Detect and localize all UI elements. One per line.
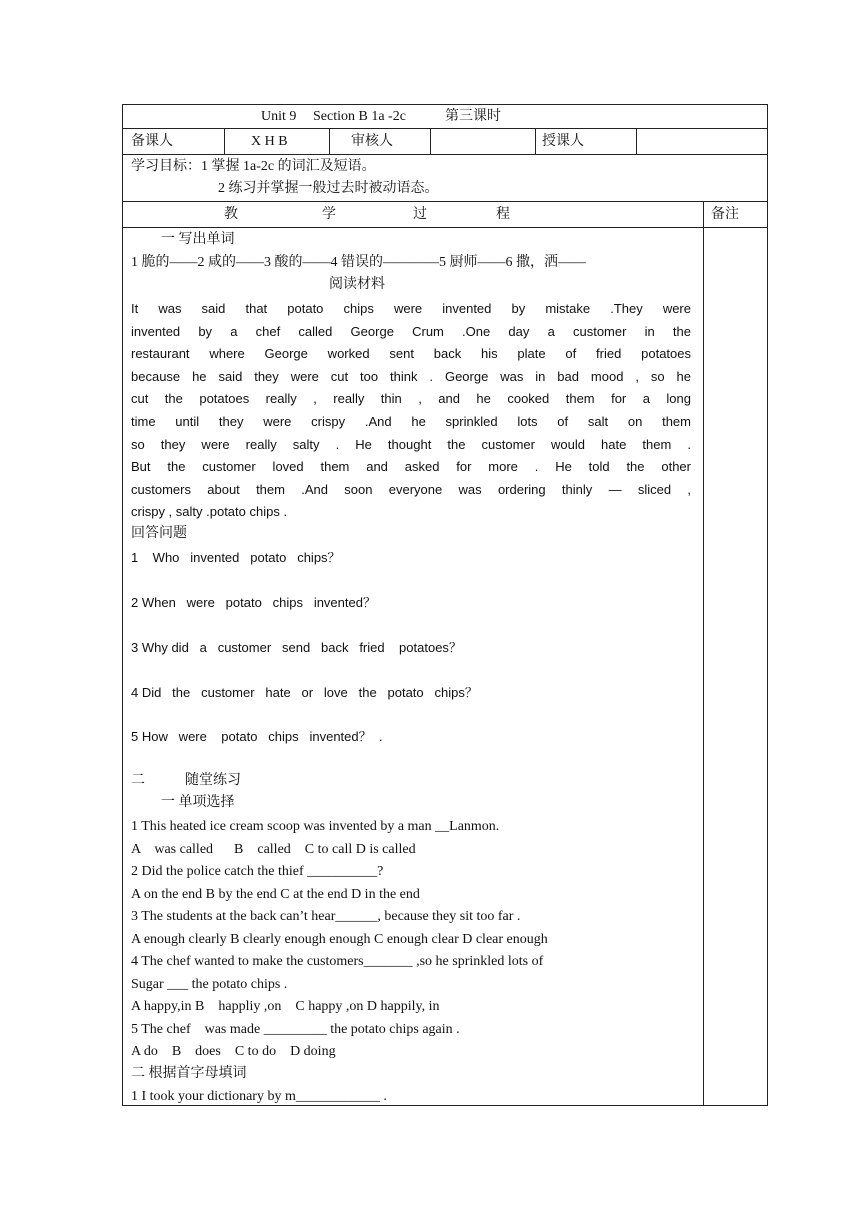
- question-item: 5 How were potato chips invented？ .: [131, 729, 383, 744]
- section-heading-practice: 随堂练习: [185, 773, 241, 788]
- subsection-multiple-choice: 一 单项选择: [161, 795, 235, 810]
- question-item: 2 When were potato chips invented？: [131, 595, 376, 610]
- subsection-fill-in: 二 根据首字母填词: [131, 1066, 247, 1081]
- passage-line: But the customer loved them and asked for more . He told the other: [131, 459, 691, 475]
- col-divider: [329, 128, 330, 154]
- process-header-char: 教: [224, 207, 238, 222]
- mc-line: Sugar ___ the potato chips .: [131, 976, 288, 992]
- preparer-value: X H B: [251, 134, 288, 149]
- question-item: 4 Did the customer hate or love the potato chips？: [131, 685, 478, 700]
- title-unit: Unit 9: [261, 109, 297, 124]
- col-divider: [535, 128, 536, 154]
- row-divider: [123, 227, 767, 228]
- notes-header: 备注: [711, 207, 739, 222]
- learning-goal-2: 2 练习并掌握一般过去时被动语态。: [218, 181, 439, 196]
- passage-line: It was said that potato chips were invented by mistake .They were: [131, 301, 691, 316]
- mc-line: A happy,in B happliy ,on C happy ,on D happily, in: [131, 999, 440, 1014]
- title-lesson: 第三课时: [445, 109, 501, 124]
- section-number: 二: [131, 773, 145, 788]
- mc-line: A was called B called C to call D is called: [131, 841, 416, 857]
- vocab-prompt-line: 1 脆的——2 咸的——3 酸的——4 错误的————5 厨师——6 撒，洒——: [131, 255, 586, 270]
- mc-line: 4 The chef wanted to make the customers_______ ,so he sprinkled lots of: [131, 954, 544, 969]
- reviewer-label: 审核人: [351, 134, 393, 149]
- passage-line: cut the potatoes really , really thin , and he cooked them for a long: [131, 391, 691, 407]
- title-section: Section B 1a -2c: [313, 109, 406, 124]
- col-divider: [224, 128, 225, 154]
- reading-title: 阅读材料: [329, 277, 385, 292]
- mc-line: 2 Did the police catch the thief __________?: [131, 864, 384, 879]
- process-header-char: 学: [322, 207, 336, 222]
- section-heading-write-words: 一 写出单词: [161, 232, 235, 247]
- col-divider: [430, 128, 431, 154]
- learning-goal-1: 学习目标：1 掌握 1a-2c 的词汇及短语。: [131, 159, 376, 174]
- passage-line: time until they were crispy .And he sprinkled lots of salt on them: [131, 414, 691, 429]
- teacher-label: 授课人: [542, 134, 584, 149]
- lesson-plan-table: [122, 104, 768, 1106]
- questions-label: 回答问题: [131, 526, 187, 541]
- process-header-char: 过: [413, 207, 427, 222]
- mc-line: A on the end B by the end C at the end D in the end: [131, 886, 420, 902]
- passage-line: invented by a chef called George Crum .One day a customer in the: [131, 323, 691, 339]
- mc-line: 1 This heated ice cream scoop was invented by a man __Lanmon.: [131, 819, 500, 834]
- col-divider: [636, 128, 637, 154]
- mc-line: 3 The students at the back can’t hear______, because they sit too far .: [131, 909, 521, 924]
- row-divider: [123, 154, 767, 155]
- mc-line: 5 The chef was made _________ the potato chips again .: [131, 1021, 460, 1037]
- mc-line: A do B does C to do D doing: [131, 1044, 336, 1059]
- process-header-char: 程: [496, 207, 510, 222]
- row-divider: [123, 201, 767, 202]
- fill-line: 1 I took your dictionary by m____________ .: [131, 1089, 387, 1104]
- notes-column-divider: [703, 201, 704, 1106]
- question-item: 1 Who invented potato chips？: [131, 550, 341, 565]
- preparer-label: 备课人: [131, 134, 173, 149]
- passage-line: customers about them .And soon everyone was ordering thinly — sliced ,: [131, 481, 691, 497]
- passage-line: crispy , salty .potato chips .: [131, 504, 288, 520]
- mc-line: A enough clearly B clearly enough enough C enough clear D clear enough: [131, 931, 548, 947]
- passage-line: restaurant where George worked sent back his plate of fried potatoes: [131, 346, 691, 362]
- passage-line: because he said they were cut too think . George was in bad mood , so he: [131, 368, 691, 384]
- passage-line: so they were really salty . He thought the customer would hate them .: [131, 436, 691, 452]
- question-item: 3 Why did a customer send back fried potatoes？: [131, 640, 462, 655]
- row-divider: [123, 128, 767, 129]
